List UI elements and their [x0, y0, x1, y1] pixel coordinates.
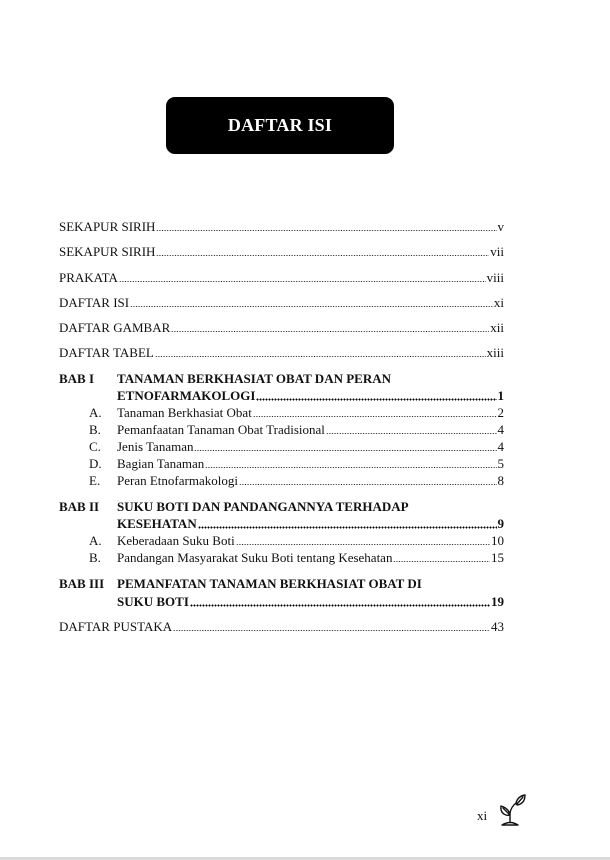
toc-entry-label: DAFTAR GAMBAR [59, 320, 171, 335]
leader-dots [236, 534, 490, 546]
chapter-label: BAB III [59, 576, 105, 591]
section-letter: E. [89, 473, 101, 488]
toc-section-2a[interactable] [117, 533, 504, 549]
section-title: Pandangan Masyarakat Suku Boti tentang Kesehatan [117, 550, 393, 565]
toc-entry-label: PRAKATA [59, 270, 118, 285]
toc-entry-page: viii [486, 270, 504, 285]
toc-entry-page: vii [490, 244, 504, 259]
toc-section-1c[interactable] [117, 439, 504, 455]
section-letter: D. [89, 456, 102, 471]
toc-entry-daftar-gambar[interactable] [59, 320, 504, 336]
toc-entry-label: DAFTAR PUSTAKA [59, 619, 173, 634]
leader-dots [173, 620, 490, 632]
chapter-title-line1[interactable]: PEMANFATAN TANAMAN BERKHASIAT OBAT DI [117, 576, 422, 591]
toc-entry-page: 43 [491, 619, 504, 634]
toc-entry-daftar-pustaka[interactable] [59, 619, 504, 635]
toc-entry-page: 2 [497, 405, 504, 420]
section-title: Bagian Tanaman [117, 456, 205, 471]
chapter-title-line2: SUKU BOTI [117, 594, 189, 609]
chapter-title-line1[interactable]: TANAMAN BERKHASIAT OBAT DAN PERAN [117, 371, 391, 386]
chapter-title-line2: ETNOFARMAKOLOGI [117, 388, 256, 403]
toc-section-1b[interactable] [117, 422, 504, 438]
title-banner [166, 97, 394, 154]
section-letter: A. [89, 533, 102, 548]
section-letter: A. [89, 405, 102, 420]
toc-chapter-3[interactable] [117, 594, 504, 610]
toc-entry-sekapur-sirih-1[interactable] [59, 219, 504, 235]
section-letter: C. [89, 439, 101, 454]
toc-section-1d[interactable] [117, 456, 504, 472]
toc-entry-page: xiii [486, 345, 504, 360]
chapter-title-line2: KESEHATAN [117, 516, 197, 531]
toc-entry-label: SEKAPUR SIRIH [59, 244, 156, 259]
footer-page-number: xi [477, 808, 488, 823]
leader-dots [156, 220, 496, 232]
toc-entry-daftar-tabel[interactable] [59, 345, 504, 361]
toc-entry-sekapur-sirih-2[interactable] [59, 244, 504, 260]
section-letter: B. [89, 422, 101, 437]
leader-dots [239, 474, 497, 486]
leader-dots [130, 296, 493, 308]
toc-entry-page: 15 [491, 550, 504, 565]
page-title: DAFTAR ISI [227, 115, 333, 135]
toc-entry-page: 10 [491, 533, 504, 548]
leader-dots [156, 245, 489, 257]
section-letter: B. [89, 550, 101, 565]
section-title: Keberadaan Suku Boti [117, 533, 235, 548]
toc-entry-page: 5 [497, 456, 504, 471]
plant-sprout-icon [496, 794, 526, 828]
chapter-label: BAB II [59, 499, 100, 514]
toc-entry-page: 19 [491, 594, 504, 609]
toc-entry-page: v [497, 219, 504, 234]
section-title: Tanaman Berkhasiat Obat [117, 405, 252, 420]
leader-dots [256, 389, 496, 401]
toc-entry-label: DAFTAR ISI [59, 295, 130, 310]
section-title: Pemanfaatan Tanaman Obat Tradisional [117, 422, 325, 437]
toc-entry-prakata[interactable] [59, 270, 504, 286]
leader-dots [393, 551, 490, 563]
leader-dots [194, 440, 496, 452]
toc-entry-label: DAFTAR TABEL [59, 345, 154, 360]
leader-dots [205, 457, 496, 469]
chapter-title-line1[interactable]: SUKU BOTI DAN PANDANGANNYA TERHADAP [117, 499, 409, 514]
toc-entry-page: 4 [497, 422, 504, 437]
toc-section-1e[interactable] [117, 473, 504, 489]
leader-dots [171, 321, 489, 333]
toc-entry-label: SEKAPUR SIRIH [59, 219, 156, 234]
toc-entry-page: 4 [497, 439, 504, 454]
leader-dots [253, 406, 497, 418]
toc-entry-page: 8 [497, 473, 504, 488]
section-title: Jenis Tanaman [117, 439, 194, 454]
leader-dots [326, 423, 497, 435]
toc-chapter-2[interactable] [117, 516, 504, 532]
leader-dots [190, 595, 490, 607]
toc-chapter-1[interactable] [117, 388, 504, 404]
leader-dots [198, 517, 497, 529]
leader-dots [119, 271, 486, 283]
leader-dots [155, 346, 486, 358]
toc-section-2b[interactable] [117, 550, 504, 566]
chapter-label: BAB I [59, 371, 95, 386]
toc-entry-daftar-isi[interactable] [59, 295, 504, 311]
toc-entry-page: 9 [497, 516, 504, 531]
section-title: Peran Etnofarmakologi [117, 473, 238, 488]
toc-entry-page: xii [490, 320, 504, 335]
toc-entry-page: 1 [497, 388, 504, 403]
toc-section-1a[interactable] [117, 405, 504, 421]
toc-entry-page: xi [493, 295, 504, 310]
